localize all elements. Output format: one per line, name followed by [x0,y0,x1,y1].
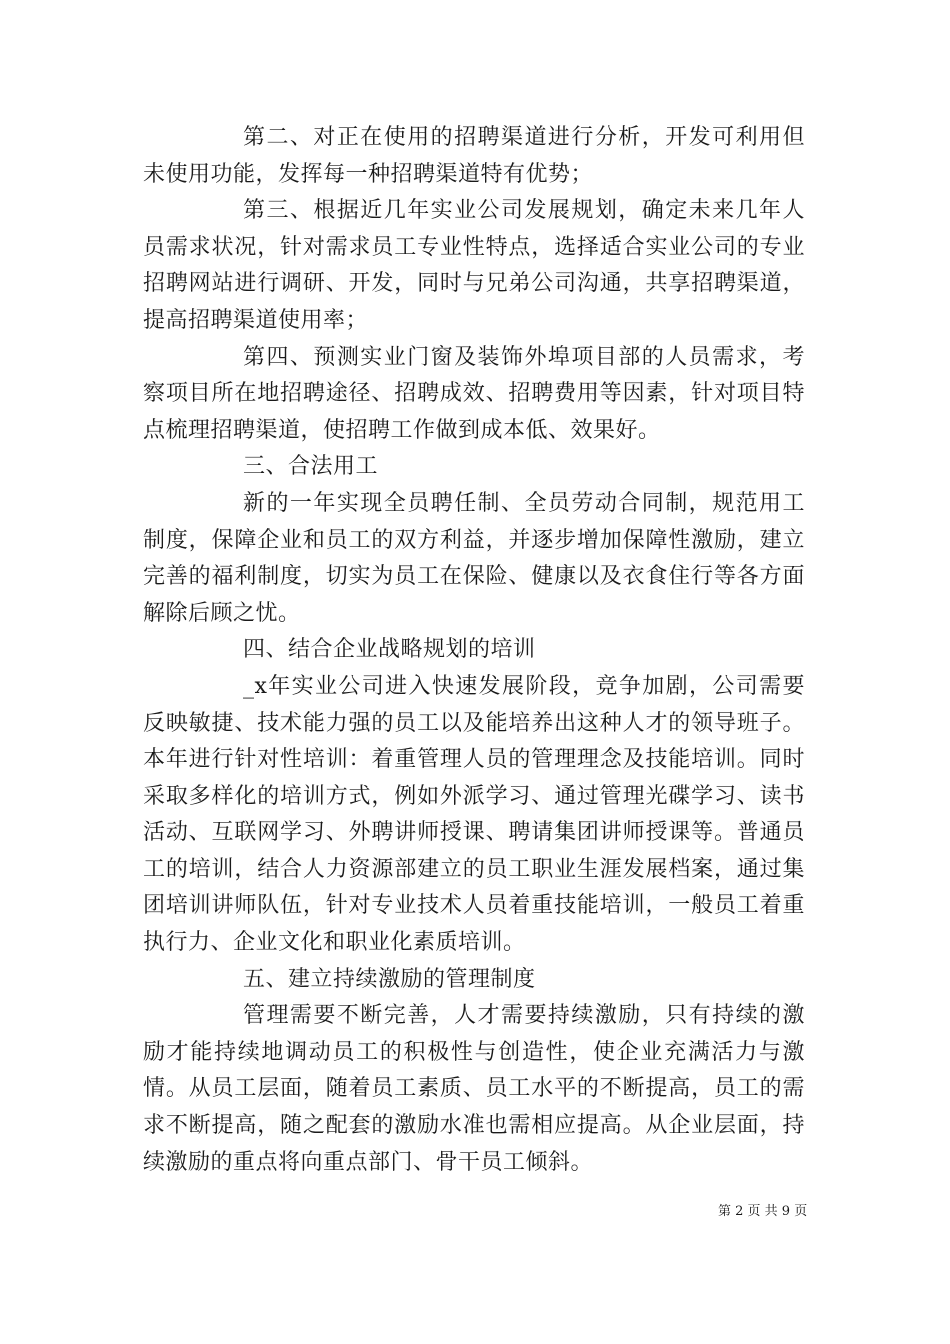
section-heading-legal-employment: 三、合法用工 [243,454,379,480]
page-number-footer: 第 2 页 共 9 页 [718,1204,808,1219]
paragraph-incentives: 管理需要不断完善，人才需要持续激励，只有持续的激励才能持续地调动员工的积极性与创造性，使企业充满活力与激情。从员工层面，随着员工素质、员工水平的不断提高，员工的需求不断提高，随之配套的激励水准也需相应提高。从企业层面，持续激励的重点将向重点部门、骨干员工倾斜。 [143,1003,805,1175]
paragraph-channel-analysis: 第二、对正在使用的招聘渠道进行分析，开发可利用但未使用功能，发挥每一种招聘渠道特有优势； [143,125,805,187]
section-heading-incentives: 五、建立持续激励的管理制度 [243,966,536,992]
document-body [143,120,805,1181]
paragraph-project-demand: 第四、预测实业门窗及装饰外埠项目部的人员需求，考察项目所在地招聘途径、招聘成效、招聘费用等因素，针对项目特点梳理招聘渠道，使招聘工作做到成本低、效果好。 [143,344,805,443]
paragraph-legal-employment: 新的一年实现全员聘任制、全员劳动合同制，规范用工制度，保障企业和员工的双方利益，并逐步增加保障性激励，建立完善的福利制度，切实为员工在保险、健康以及衣食住行等各方面解除后顾之忧。 [143,490,805,626]
section-heading-training: 四、结合企业战略规划的培训 [243,637,536,663]
paragraph-recruitment-websites: 第三、根据近几年实业公司发展规划，确定未来几年人员需求状况，针对需求员工专业性特点，选择适合实业公司的专业招聘网站进行调研、开发，同时与兄弟公司沟通，共享招聘渠道，提高招聘渠道使用率； [143,198,805,333]
paragraph-training: _x年实业公司进入快速发展阶段，竞争加剧，公司需要反映敏捷、技术能力强的员工以及能培养出这种人才的领导班子。本年进行针对性培训：着重管理人员的管理理念及技能培训。同时采取多样化的培训方式，例如外派学习、通过管理光碟学习、读书活动、互联网学习、外聘讲师授课、聘请集团讲师授课等。普通员工的培训，结合人力资源部建立的员工职业生涯发展档案，通过集团培训讲师队伍，针对专业技术人员着重技能培训，一般员工着重执行力、企业文化和职业化素质培训。 [143,673,805,956]
